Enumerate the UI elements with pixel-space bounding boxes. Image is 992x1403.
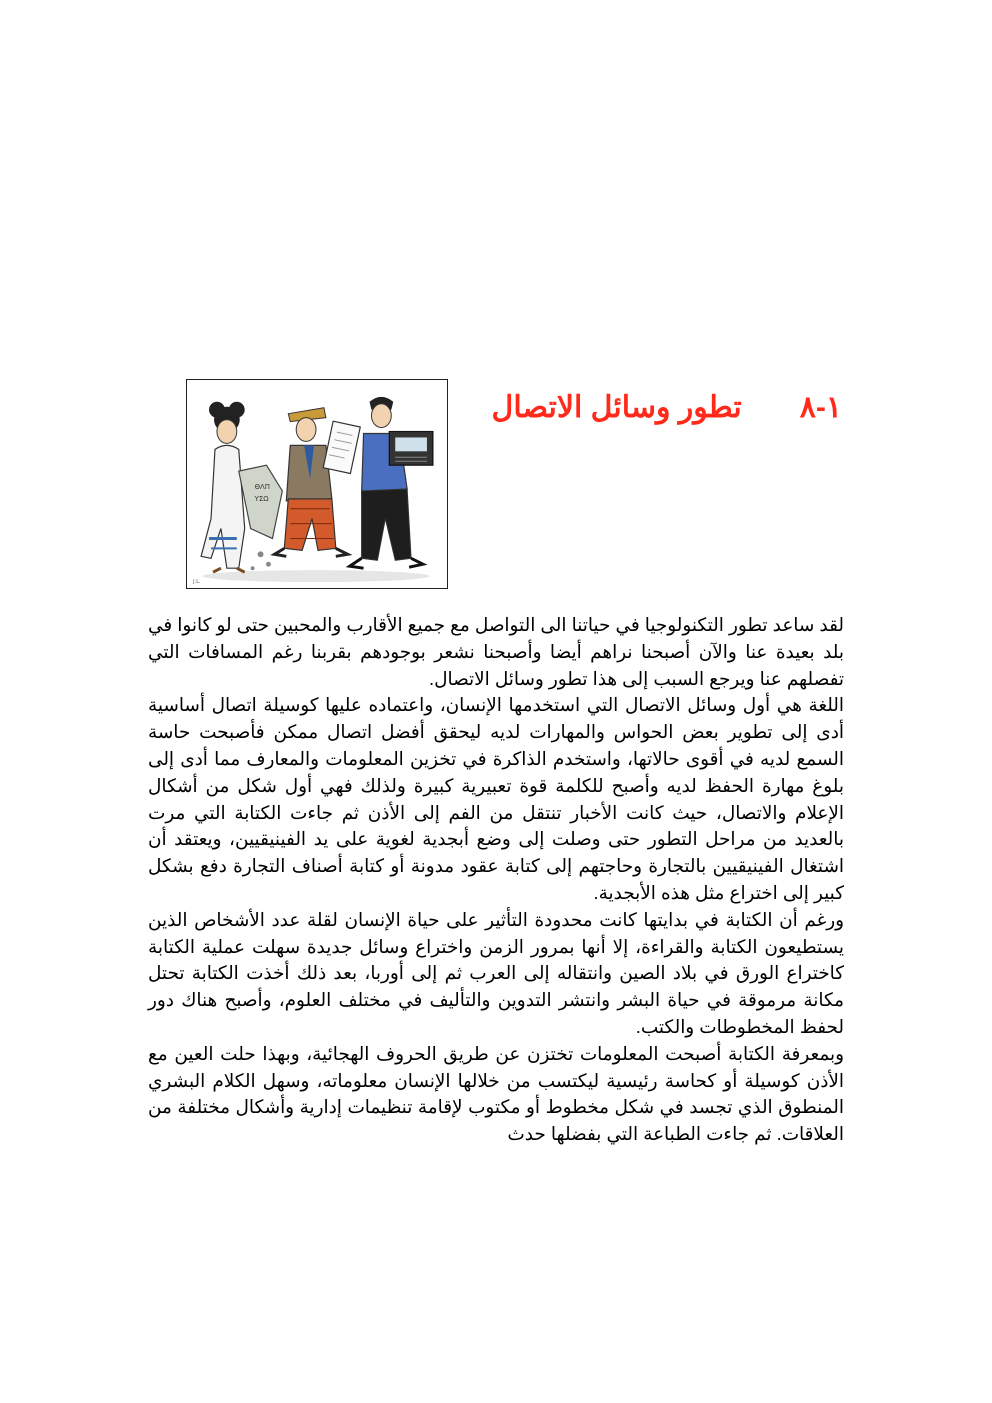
section-title: تطور وسائل الاتصال bbox=[491, 391, 742, 424]
paragraph: لقد ساعد تطور التكنولوجيا في حياتنا الى التواصل مع جميع الأقارب والمحبين حتى لو كانوا في بلد بعيدة عنا والآن أصبحنا نراهم أيضا وأصبحنا نشعر بوجودهم بقربنا رغم المسافات التي تفصلهم عنا ويرجع السبب إلى هذا تطور وسائل الاتصال. bbox=[148, 614, 844, 689]
section-heading bbox=[450, 383, 842, 433]
svg-text:ΘΛΠ: ΘΛΠ bbox=[254, 482, 270, 491]
writer-figure bbox=[274, 408, 360, 557]
paragraph: اللغة هي أول وسائل الاتصال التي استخدمها الإنسان، واعتماده عليها كوسيلة اتصال أساسية أدى إلى تطوير بعض الحواس والمهارات لديه ليحقق أفضل اتصال ممكن فأصبحت حاسة السمع لديه في أقوى حالاتها، واستخدم الذاكرة في تخزين المعلومات والمعارف مما أدى إلى بلوغ مهارة الحفظ لديه وأصبح للكلمة قوة تعبيرية كبيرة ولذلك فهي أول شكل من أشكال الإعلام والاتصال، حيث كانت الأخبار تنتقل من الفم إلى الأذن ثم جاءت الكتابة التي مرت بالعديد من مراحل التطور حتى وصلت إلى وضع أبجدية لغوية على يد الفينيقيين، ويعتقد أن اشتغال الفينيقيين بالتجارة وحاجتهم إلى كتابة عقود مدونة أو كتابة أصناف التجارة دفع بشكل كبير إلى اختراع مثل هذه الأبجدية. bbox=[148, 694, 844, 903]
paragraph: وبمعرفة الكتابة أصبحت المعلومات تختزن عن طريق الحروف الهجائية، وبهذا حلت العين مع الأذن كوسيلة أو كحاسة رئيسية ليكتسب من خلالها الإنسان معلوماته، وسهل الكلام البشري المنطوق الذي تجسد في شكل مخطوط أو مكتوب لإقامة تنظيمات إدارية وأشكال مختلفة من العلاقات. ثم جاءت الطباعة التي بفضلها حدث bbox=[148, 1042, 844, 1145]
communication-cartoon-figure bbox=[186, 379, 448, 589]
svg-text:ΥΣΩ: ΥΣΩ bbox=[254, 494, 269, 503]
body-text bbox=[148, 612, 844, 1148]
ancient-figure bbox=[201, 402, 282, 572]
cartoon-illustration bbox=[187, 380, 447, 588]
paragraph: ورغم أن الكتابة في بدايتها كانت محدودة التأثير على حياة الإنسان لقلة عدد الأشخاص الذين يستطيعون الكتابة والقراءة، إلا أنها بمرور الزمن واختراع وسائل جديدة سهلت عملية الكتابة كاختراع الورق في بلاد الصين وانتقاله إلى العرب ثم إلى أوربا، بعد ذلك أخذت الكتابة تحتل مكانة مرموقة في حياة البشر وانتشر التدوين والتأليف في مختلف العلوم، وأصبح هناك دور لحفظ المخطوطات والكتب. bbox=[148, 908, 844, 1037]
section-number: ١-٨ bbox=[799, 391, 842, 424]
artist-signature: J.L. bbox=[193, 579, 201, 586]
modern-figure bbox=[350, 397, 433, 568]
